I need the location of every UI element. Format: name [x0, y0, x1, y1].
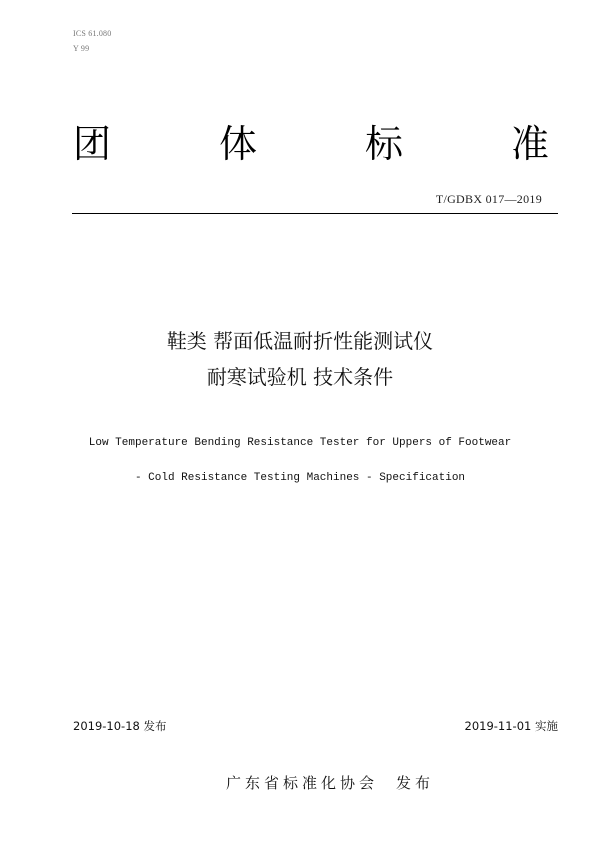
title-char-4: 准 [510, 122, 549, 166]
english-title-line-1: Low Temperature Bending Resistance Tester for Uppers of Footwear [88, 437, 512, 449]
issue-date: 2019-10-18 发布 [73, 719, 167, 733]
implementation-date: 2019-11-01 实施 [464, 719, 558, 733]
header-divider [72, 213, 558, 214]
ics-code: ICS 61.080 [73, 29, 112, 38]
english-title-line-2: - Cold Resistance Testing Machines - Specification [134, 472, 466, 484]
title-char-2: 体 [218, 122, 257, 166]
document-type-title [73, 120, 549, 168]
chinese-title-line-2: 耐寒试验机 技术条件 [206, 365, 394, 389]
standard-code: T/GDBX 017—2019 [435, 192, 542, 206]
title-char-3: 标 [364, 122, 403, 166]
title-char-1: 团 [73, 122, 112, 166]
publisher-action: 发布 [396, 774, 435, 792]
chinese-title-line-1: 鞋类 帮面低温耐折性能测试仪 [166, 329, 434, 353]
publisher-line [0, 773, 600, 793]
ccs-code: Y 99 [73, 44, 90, 53]
publisher-name: 广东省标准化协会 [225, 774, 378, 792]
